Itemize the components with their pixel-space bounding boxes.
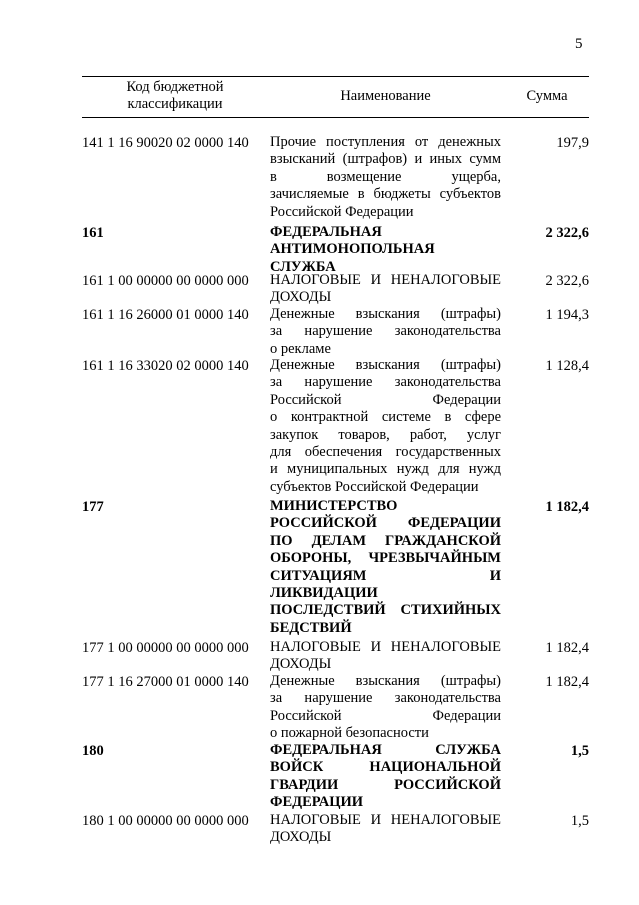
item-name-line: ФЕДЕРАЦИИ bbox=[270, 794, 364, 811]
amount-cell: 197,9 bbox=[556, 135, 589, 151]
item-name-line: СЛУЖБА bbox=[270, 258, 336, 275]
item-name-line: субъектов Российской Федерации bbox=[270, 478, 479, 495]
item-name-line: Прочие поступления от денежных bbox=[270, 134, 501, 150]
item-name-line: ЛИКВИДАЦИИ bbox=[270, 584, 378, 601]
table-header-rule bbox=[82, 117, 589, 118]
item-name-line: о пожарной безопасности bbox=[270, 725, 429, 742]
budget-code-cell: 177 1 00 00000 00 0000 000 bbox=[82, 640, 249, 656]
item-name-line: за нарушение законодательства bbox=[270, 690, 501, 707]
budget-code-cell: 180 bbox=[82, 743, 104, 759]
amount-cell: 1,5 bbox=[570, 743, 589, 759]
item-name-line: Российской Федерации bbox=[270, 707, 501, 724]
item-name-line: Российской Федерации bbox=[270, 391, 501, 408]
item-name-cell bbox=[270, 272, 501, 307]
header-sum-column: Сумма bbox=[526, 88, 568, 104]
item-name-line: зачисляемые в бюджеты субъектов bbox=[270, 186, 501, 203]
item-name-line: Денежные взыскания (штрафы) bbox=[270, 306, 501, 322]
table-top-rule bbox=[82, 76, 589, 77]
item-name-line: ДОХОДЫ bbox=[270, 289, 332, 306]
item-name-line: ФЕДЕРАЛЬНАЯ bbox=[270, 224, 382, 240]
amount-cell: 1 182,4 bbox=[545, 640, 589, 656]
item-name-line: РОССИЙСКОЙ ФЕДЕРАЦИИ bbox=[270, 515, 501, 532]
item-name-line: АНТИМОНОПОЛЬНАЯ bbox=[270, 241, 435, 258]
header-code-line-2: классификации bbox=[127, 96, 223, 112]
item-name-line: ПОСЛЕДСТВИЙ СТИХИЙНЫХ bbox=[270, 602, 501, 619]
budget-code-cell: 180 1 00 00000 00 0000 000 bbox=[82, 813, 249, 829]
amount-cell: 1 182,4 bbox=[545, 499, 589, 515]
item-name-cell bbox=[270, 224, 501, 276]
item-name-line: ДОХОДЫ bbox=[270, 829, 332, 846]
budget-code-cell: 161 1 00 00000 00 0000 000 bbox=[82, 273, 249, 289]
item-name-line: закупок товаров, работ, услуг bbox=[270, 426, 501, 443]
item-name-line: СИТУАЦИЯМ И bbox=[270, 567, 501, 584]
item-name-cell bbox=[270, 742, 501, 812]
item-name-line: Денежные взыскания (штрафы) bbox=[270, 357, 501, 373]
budget-code-cell: 161 1 16 33020 02 0000 140 bbox=[82, 358, 249, 374]
amount-cell: 2 322,6 bbox=[545, 273, 589, 289]
item-name-line: МИНИСТЕРСТВО bbox=[270, 498, 398, 514]
budget-code-cell: 161 bbox=[82, 225, 104, 241]
item-name-line: для обеспечения государственных bbox=[270, 443, 501, 460]
item-name-line: ВОЙСК НАЦИОНАЛЬНОЙ bbox=[270, 759, 501, 776]
item-name-line: НАЛОГОВЫЕ И НЕНАЛОГОВЫЕ bbox=[270, 812, 501, 828]
budget-code-cell: 161 1 16 26000 01 0000 140 bbox=[82, 307, 249, 323]
item-name-cell bbox=[270, 812, 501, 847]
item-name-line: и муниципальных нужд для нужд bbox=[270, 461, 501, 478]
amount-cell: 2 322,6 bbox=[545, 225, 589, 241]
item-name-line: БЕДСТВИЙ bbox=[270, 619, 352, 636]
item-name-line: НАЛОГОВЫЕ И НЕНАЛОГОВЫЕ bbox=[270, 639, 501, 655]
amount-cell: 1 182,4 bbox=[545, 674, 589, 690]
item-name-line: ПО ДЕЛАМ ГРАЖДАНСКОЙ bbox=[270, 532, 501, 549]
item-name-line: ГВАРДИИ РОССИЙСКОЙ bbox=[270, 776, 501, 793]
item-name-cell bbox=[270, 306, 501, 358]
item-name-line: в возмещение ущерба, bbox=[270, 168, 501, 185]
budget-code-cell: 177 bbox=[82, 499, 104, 515]
budget-code-cell: 177 1 16 27000 01 0000 140 bbox=[82, 674, 249, 690]
item-name-line: Российской Федерации bbox=[270, 203, 414, 220]
header-name-column: Наименование bbox=[340, 88, 431, 104]
item-name-line: ФЕДЕРАЛЬНАЯ СЛУЖБА bbox=[270, 742, 501, 758]
item-name-line: НАЛОГОВЫЕ И НЕНАЛОГОВЫЕ bbox=[270, 272, 501, 288]
item-name-cell bbox=[270, 134, 501, 221]
item-name-cell bbox=[270, 639, 501, 674]
amount-cell: 1 194,3 bbox=[545, 307, 589, 323]
item-name-line: ОБОРОНЫ, ЧРЕЗВЫЧАЙНЫМ bbox=[270, 550, 501, 567]
amount-cell: 1,5 bbox=[570, 813, 589, 829]
item-name-cell bbox=[270, 498, 501, 637]
header-code-line-1: Код бюджетной bbox=[126, 79, 224, 95]
item-name-line: о рекламе bbox=[270, 340, 331, 357]
item-name-cell bbox=[270, 673, 501, 743]
page-number: 5 bbox=[575, 36, 583, 52]
item-name-line: взысканий (штрафов) и иных сумм bbox=[270, 151, 501, 168]
item-name-line: ДОХОДЫ bbox=[270, 656, 332, 673]
item-name-line: за нарушение законодательства bbox=[270, 323, 501, 340]
header-code-column bbox=[82, 79, 268, 113]
item-name-line: Денежные взыскания (штрафы) bbox=[270, 673, 501, 689]
item-name-cell bbox=[270, 357, 501, 496]
item-name-line: о контрактной системе в сфере bbox=[270, 409, 501, 426]
budget-code-cell: 141 1 16 90020 02 0000 140 bbox=[82, 135, 249, 151]
amount-cell: 1 128,4 bbox=[545, 358, 589, 374]
item-name-line: за нарушение законодательства bbox=[270, 374, 501, 391]
